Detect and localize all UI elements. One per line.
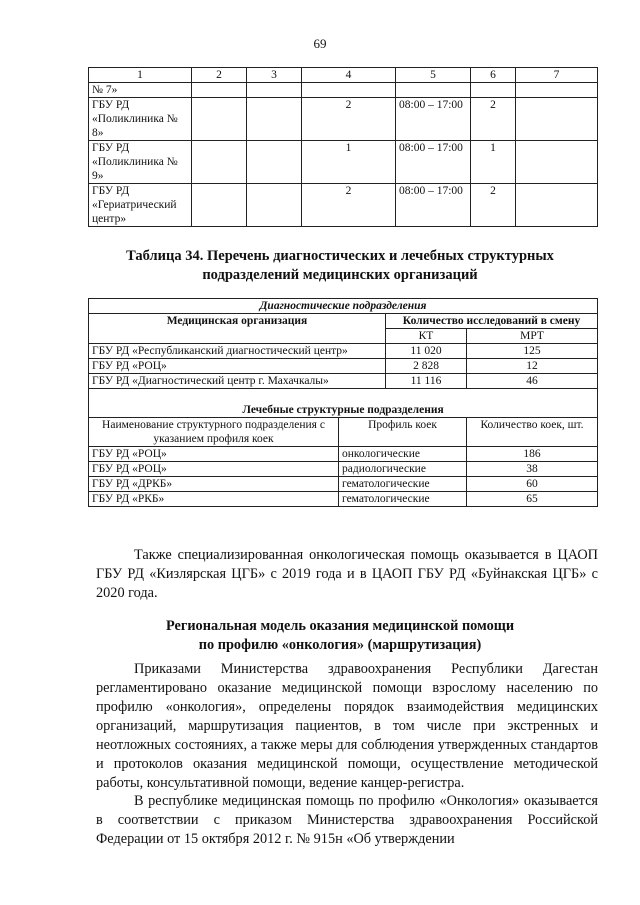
- cell: [516, 83, 598, 98]
- caption-line: Таблица 34. Перечень диагностических и лечебных структурных: [126, 248, 554, 264]
- continuation-table: [88, 67, 598, 227]
- table-row: [89, 344, 598, 359]
- table-row: [89, 359, 598, 374]
- ct-cell: 11 020: [386, 344, 467, 359]
- heading-line: Региональная модель оказания медицинской помощи: [165, 618, 515, 634]
- cell: [247, 83, 302, 98]
- cell: [516, 141, 598, 184]
- time-cell: 08:00 – 17:00: [396, 141, 471, 184]
- table-row: [89, 98, 598, 141]
- heading-line: по профилю «онкология» (маршрутизация): [198, 637, 482, 653]
- page-number: 69: [313, 36, 327, 51]
- cell: [302, 83, 396, 98]
- table-row: [89, 477, 598, 492]
- profile-cell: онкологические: [339, 447, 467, 462]
- column-header: Количество исследований в смену: [386, 314, 598, 329]
- unit-cell: ГБУ РД «РКБ»: [89, 492, 339, 507]
- table-row: [89, 462, 598, 477]
- section-heading: [60, 617, 620, 655]
- spacer-row: [89, 389, 598, 404]
- cell: [516, 98, 598, 141]
- time-cell: 08:00 – 17:00: [396, 98, 471, 141]
- spacer: [89, 389, 598, 404]
- table-row: [89, 492, 598, 507]
- section-title: Лечебные структурные подразделения: [89, 403, 598, 418]
- org-cell: [89, 344, 386, 359]
- caption-line: подразделений медицинских организаций: [202, 267, 478, 283]
- table-row: [89, 374, 598, 389]
- cell: [247, 98, 302, 141]
- org-cell: ГБУ РД «Диагностический центр г. Махачкалы»: [89, 374, 386, 389]
- ct-cell: 2 828: [386, 359, 467, 374]
- beds-cell: 38: [467, 462, 598, 477]
- table-header-row: [89, 68, 598, 83]
- cell: 2: [302, 184, 396, 227]
- cell: [516, 184, 598, 227]
- header-cell: 3: [247, 68, 302, 83]
- unit-cell: ГБУ РД «РОЦ»: [89, 462, 339, 477]
- cell: 2: [302, 98, 396, 141]
- table-header-row: [89, 314, 598, 329]
- cell: [247, 184, 302, 227]
- units-table: [88, 298, 598, 507]
- header-cell: 1: [89, 68, 192, 83]
- column-header: МРТ: [467, 329, 598, 344]
- header-cell: 6: [471, 68, 516, 83]
- table-row: [89, 184, 598, 227]
- column-header: Наименование структурного подразделения с указанием профиля коек: [89, 418, 339, 447]
- unit-cell: ГБУ РД «РОЦ»: [89, 447, 339, 462]
- cell: [471, 83, 516, 98]
- cell: [192, 98, 247, 141]
- section-header-row: [89, 299, 598, 314]
- mri-cell: 125: [467, 344, 598, 359]
- org-cell: ГБУ РД «Поликлиника № 9»: [89, 141, 192, 184]
- org-cell: № 7»: [89, 83, 192, 98]
- cell: [192, 83, 247, 98]
- column-header: КТ: [386, 329, 467, 344]
- profile-cell: радиологические: [339, 462, 467, 477]
- cell: 1: [471, 141, 516, 184]
- paragraph: Также специализированная онкологическая помощь оказывается в ЦАОП ГБУ РД «Кизлярская ЦГБ» с 2019 года и в ЦАОП ГБУ РД «Буйнакская ЦГБ» с 2020 года.: [96, 547, 598, 601]
- profile-cell: гематологические: [339, 492, 467, 507]
- cell: [192, 141, 247, 184]
- cell: 1: [302, 141, 396, 184]
- section-title: Диагностические подразделения: [89, 299, 598, 314]
- header-cell: 5: [396, 68, 471, 83]
- unit-cell: ГБУ РД «ДРКБ»: [89, 477, 339, 492]
- cell: [192, 184, 247, 227]
- cell: 2: [471, 98, 516, 141]
- cell: 2: [471, 184, 516, 227]
- mri-cell: 12: [467, 359, 598, 374]
- beds-cell: 186: [467, 447, 598, 462]
- header-cell: 7: [516, 68, 598, 83]
- cell: [247, 141, 302, 184]
- beds-cell: 65: [467, 492, 598, 507]
- paragraph: В республике медицинская помощь по профилю «Онкология» оказывается в соответствии с приказом Министерства здравоохранения Российской Федерации от 15 октября 2012 г. № 915н «Об утверждении: [96, 793, 598, 847]
- paragraph: Приказами Министерства здравоохранения Республики Дагестан регламентировано оказание медицинской помощи взрослому населению по профилю «онкология», определены порядок взаимодействия медицинских организаций, маршрутизация пациентов, в том числе при экстренных и неотложных состояниях, а также меры для соблюдения утвержденных стандартов и протоколов оказания медицинской помощи, осуществление методической работы, консультативной помощи, ведение канцер-регистра.: [96, 661, 598, 791]
- table-caption: [60, 247, 620, 285]
- beds-cell: 60: [467, 477, 598, 492]
- column-header: Медицинская организация: [89, 314, 386, 344]
- profile-cell: гематологические: [339, 477, 467, 492]
- cell: [396, 83, 471, 98]
- column-header: Профиль коек: [339, 418, 467, 447]
- ct-cell: 11 116: [386, 374, 467, 389]
- column-header: Количество коек, шт.: [467, 418, 598, 447]
- table-row: [89, 83, 598, 98]
- org-cell: ГБУ РД «Поликлиника № 8»: [89, 98, 192, 141]
- time-cell: 08:00 – 17:00: [396, 184, 471, 227]
- table-header-row: [89, 418, 598, 447]
- header-cell: 2: [192, 68, 247, 83]
- mri-cell: 46: [467, 374, 598, 389]
- table-row: [89, 141, 598, 184]
- section-header-row: [89, 403, 598, 418]
- table-row: [89, 447, 598, 462]
- org-cell: ГБУ РД «Гериатрический центр»: [89, 184, 192, 227]
- org-name: ГБУ РД «Республиканский диагностический центр»: [92, 345, 348, 357]
- org-cell: ГБУ РД «РОЦ»: [89, 359, 386, 374]
- header-cell: 4: [302, 68, 396, 83]
